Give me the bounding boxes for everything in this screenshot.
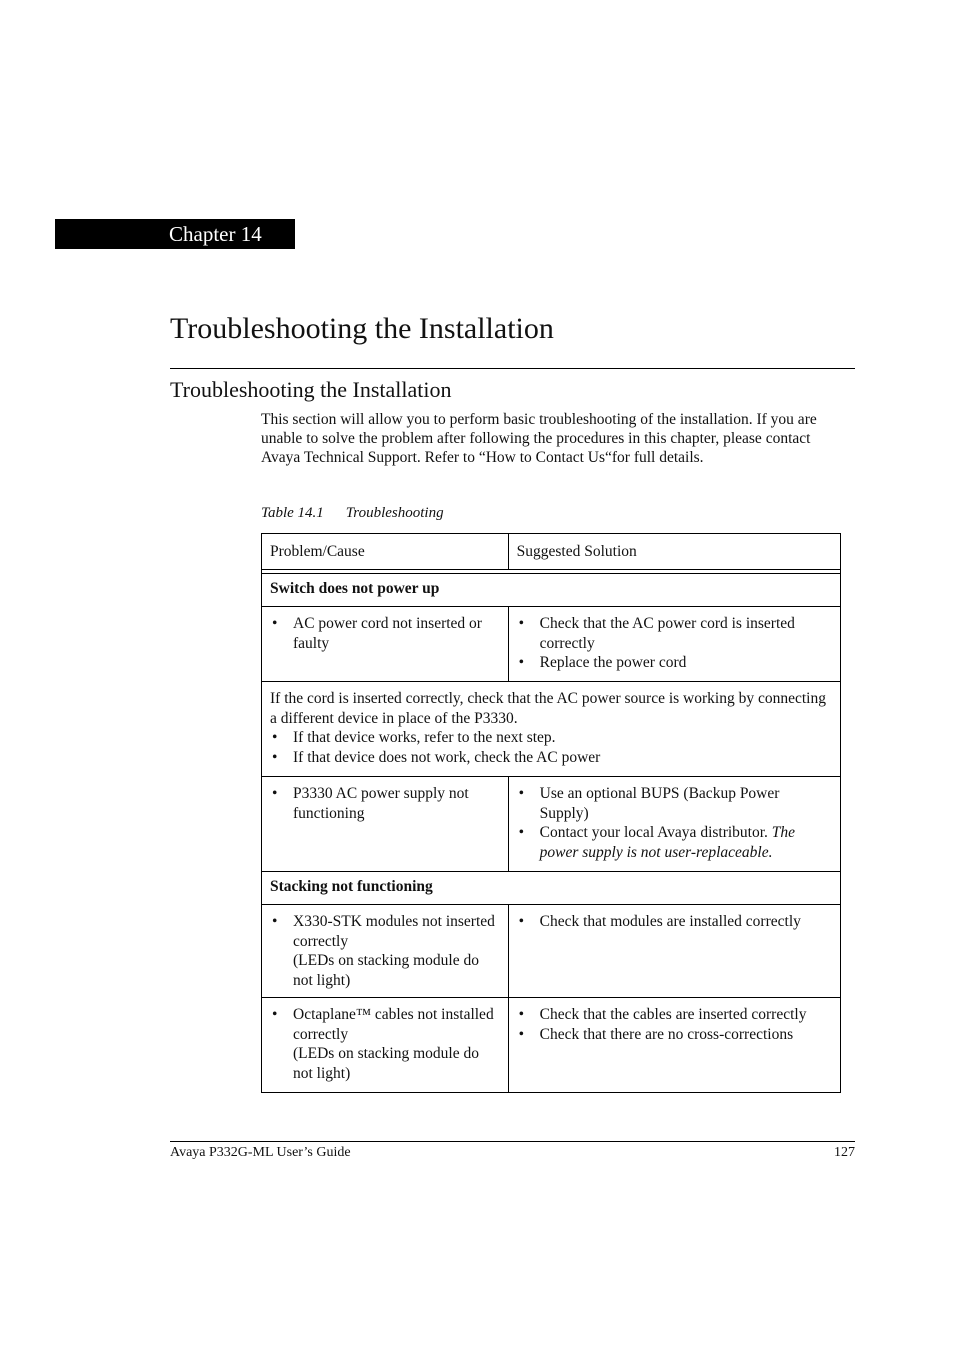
solution-cell (508, 777, 840, 872)
solution-cell (508, 905, 840, 998)
section-label-stacking: Stacking not functioning (262, 871, 841, 904)
list-item: • Use an optional BUPS (Backup Power Supply) (517, 784, 832, 823)
list-item: • P3330 AC power supply not functioning (270, 784, 500, 823)
list-item: • If that device does not work, check the AC power (270, 748, 832, 768)
problem-detail: (LEDs on stacking module do not light) (293, 1045, 479, 1082)
section-label-power: Switch does not power up (262, 574, 841, 607)
page-title: Troubleshooting the Installation (170, 312, 554, 345)
table-row (262, 607, 841, 682)
problem-cell (262, 998, 509, 1093)
problem-cell (262, 607, 509, 682)
note-row (262, 682, 841, 777)
table-row (262, 777, 841, 872)
list-item: • AC power cord not inserted or faulty (270, 614, 500, 653)
page-number: 127 (834, 1145, 855, 1160)
solution-cell (508, 607, 840, 682)
section-row-power (262, 574, 841, 607)
table-row (262, 998, 841, 1093)
solution-note: The power supply is not user-replaceable. (539, 824, 796, 861)
chapter-label: Chapter 14 (169, 222, 262, 246)
problem-cell (262, 777, 509, 872)
problem-text: Octaplane™ cables not installed correctly (293, 1006, 494, 1043)
table-caption-number: Table 14.1 (261, 505, 324, 521)
solution-cell (508, 998, 840, 1093)
list-item: • If that device works, refer to the next step. (270, 728, 832, 748)
list-item: • Check that modules are installed correctly (517, 912, 832, 932)
list-item: • Check that there are no cross-corrections (517, 1025, 832, 1045)
list-item: • Check that the cables are inserted correctly (517, 1005, 832, 1025)
table-caption-title: Troubleshooting (345, 505, 444, 521)
troubleshooting-table (261, 533, 841, 1093)
solution-text: Contact your local Avaya distributor. (539, 824, 768, 842)
chapter-banner (55, 219, 295, 249)
footer-rule (170, 1141, 855, 1142)
table-caption (261, 503, 444, 523)
list-item: • Check that the AC power cord is inserted correctly (517, 614, 832, 653)
list-item (270, 912, 500, 990)
footer-guide-title: Avaya P332G-ML User’s Guide (170, 1145, 351, 1160)
intro-paragraph: This section will allow you to perform basic troubleshooting of the installation. If you are unable to solve the problem after following the procedures in this chapter, please contact Avaya Technical Support. Refer to “How to Contact Us“for full details. (261, 411, 817, 466)
problem-detail: (LEDs on stacking module do not light) (293, 952, 479, 989)
section-row-stacking (262, 871, 841, 904)
list-item (517, 823, 832, 862)
table-row (262, 905, 841, 998)
list-item (270, 1005, 500, 1083)
table-header-row (262, 534, 841, 570)
list-item: • Replace the power cord (517, 653, 832, 673)
title-rule (170, 368, 855, 369)
header-solution: Suggested Solution (508, 534, 840, 570)
note-text: If the cord is inserted correctly, check that the AC power source is working by connecting a different device in place of the P3330. (270, 690, 826, 727)
note-cell (262, 682, 841, 777)
problem-cell (262, 905, 509, 998)
section-title: Troubleshooting the Installation (170, 377, 452, 402)
header-problem: Problem/Cause (262, 534, 509, 570)
problem-text: X330-STK modules not inserted correctly (293, 913, 495, 950)
